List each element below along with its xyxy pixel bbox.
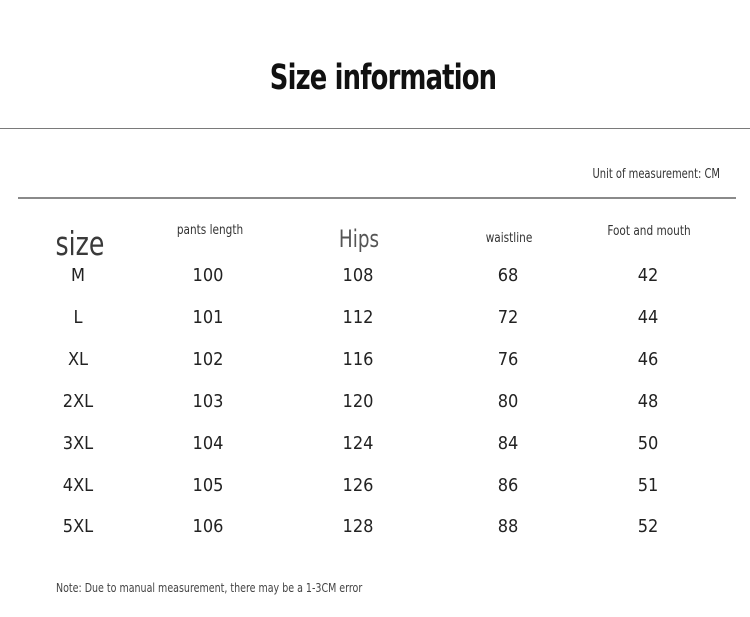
cell-size: 3XL — [62, 433, 94, 454]
unit-label: Unit of measurement: CM — [592, 167, 720, 182]
cell-hips: 108 — [342, 265, 374, 286]
cell-size: XL — [67, 349, 89, 370]
cell-size: L — [73, 307, 83, 328]
cell-foot-and-mouth: 46 — [637, 349, 659, 370]
cell-hips: 112 — [342, 307, 374, 328]
cell-foot-and-mouth: 51 — [637, 475, 659, 496]
cell-hips: 116 — [342, 349, 374, 370]
cell-waistline: 76 — [497, 349, 519, 370]
cell-hips: 126 — [342, 475, 374, 496]
measurement-note: Note: Due to manual measurement, there may be a 1-3CM error — [56, 581, 363, 595]
cell-waistline: 68 — [497, 265, 519, 286]
cell-hips: 124 — [342, 433, 374, 454]
cell-foot-and-mouth: 42 — [637, 265, 659, 286]
cell-pants-length: 102 — [192, 349, 224, 370]
header-pants-length: pants length — [176, 223, 244, 238]
cell-pants-length: 104 — [192, 433, 224, 454]
cell-pants-length: 105 — [192, 475, 224, 496]
cell-pants-length: 103 — [192, 391, 224, 412]
cell-hips: 120 — [342, 391, 374, 412]
header-size: size — [55, 224, 105, 263]
cell-waistline: 86 — [497, 475, 519, 496]
cell-foot-and-mouth: 52 — [637, 516, 659, 537]
cell-waistline: 80 — [497, 391, 519, 412]
title-divider — [0, 128, 750, 129]
header-waistline: waistline — [485, 231, 533, 246]
cell-pants-length: 106 — [192, 516, 224, 537]
cell-pants-length: 101 — [192, 307, 224, 328]
cell-waistline: 72 — [497, 307, 519, 328]
cell-size: M — [71, 265, 85, 286]
header-hips: Hips — [338, 225, 380, 253]
page-title: Size information — [269, 58, 497, 98]
cell-foot-and-mouth: 50 — [637, 433, 659, 454]
cell-waistline: 84 — [497, 433, 519, 454]
cell-size: 5XL — [62, 516, 94, 537]
cell-size: 2XL — [62, 391, 94, 412]
cell-waistline: 88 — [497, 516, 519, 537]
cell-pants-length: 100 — [192, 265, 224, 286]
cell-size: 4XL — [62, 475, 94, 496]
header-foot-and-mouth: Foot and mouth — [607, 224, 691, 239]
table-top-divider — [18, 197, 736, 199]
cell-hips: 128 — [342, 516, 374, 537]
cell-foot-and-mouth: 48 — [637, 391, 659, 412]
cell-foot-and-mouth: 44 — [637, 307, 659, 328]
